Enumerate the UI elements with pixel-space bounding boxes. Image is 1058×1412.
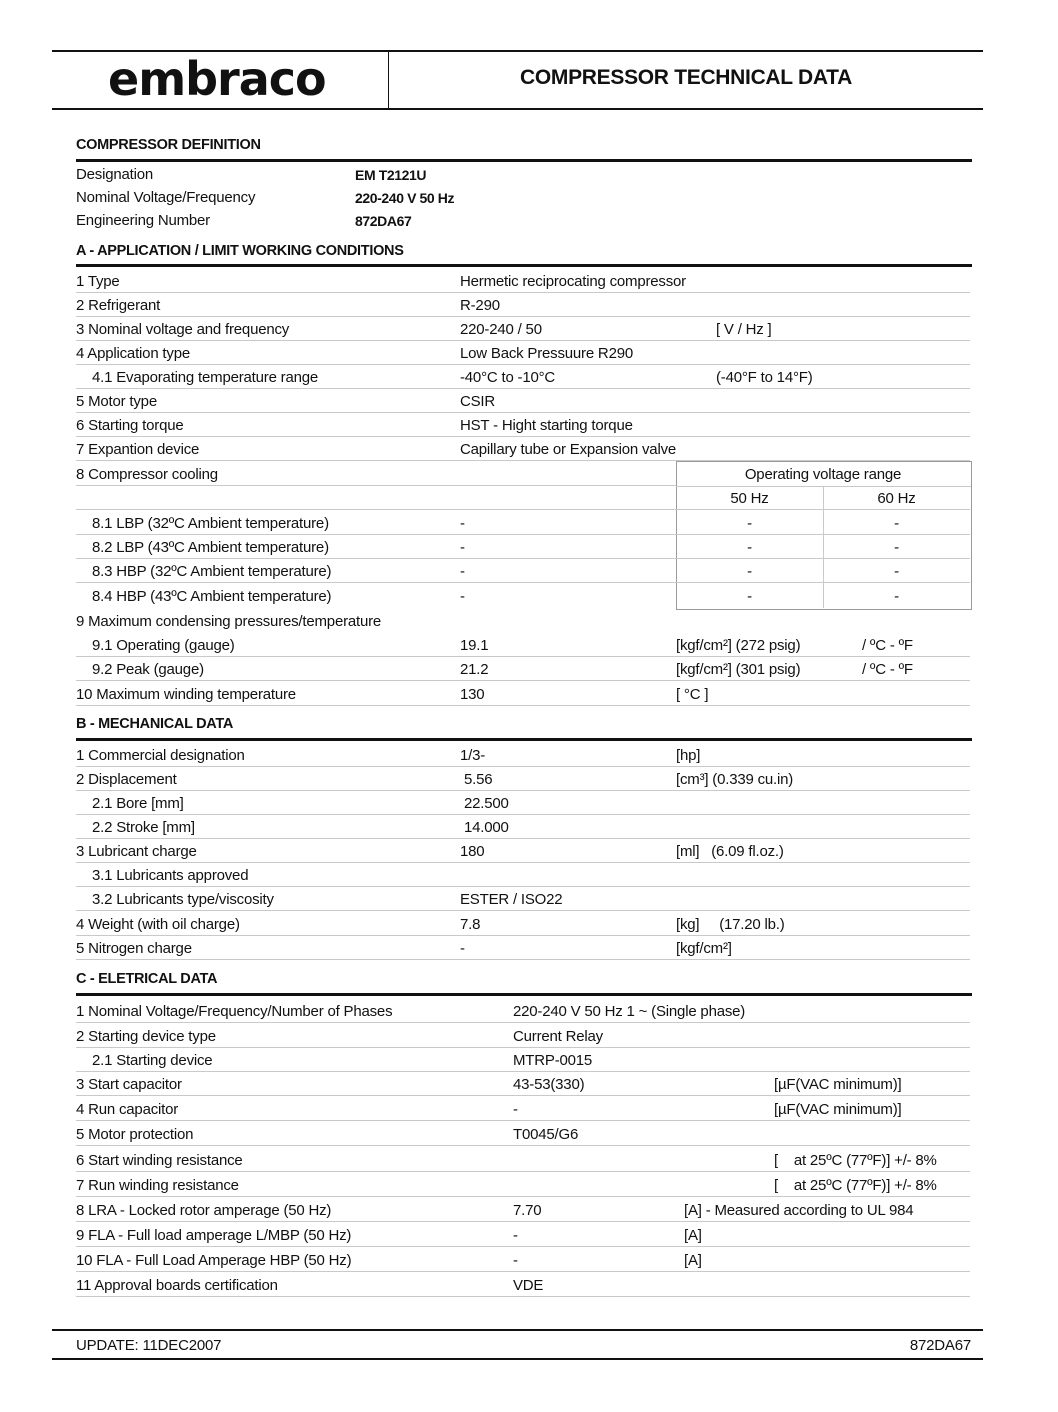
table-row: [76, 341, 970, 365]
row-unit: [ °C ]: [676, 686, 709, 703]
designation-label: Designation: [76, 166, 154, 183]
row-value: 220-240 V 50 Hz 1 ~ (Single phase): [513, 1003, 746, 1020]
row-label: 9 Maximum condensing pressures/temperature: [76, 613, 382, 630]
row-label: 4.1 Evaporating temperature range: [92, 369, 319, 386]
row-value: CSIR: [460, 393, 496, 410]
document-title: COMPRESSOR TECHNICAL DATA: [519, 66, 852, 89]
voltage-frequency-label: Nominal Voltage/Frequency: [76, 189, 256, 206]
row-temp: / ºC - ºF: [862, 661, 913, 678]
definition-rule: [76, 159, 972, 162]
table-row: [76, 365, 970, 389]
row-label: 1 Commercial designation: [76, 747, 245, 764]
row-value: 21.2: [460, 661, 489, 678]
row-label: 8.4 HBP (43ºC Ambient temperature): [92, 588, 332, 605]
table-row: [76, 511, 970, 535]
table-row: [76, 1223, 970, 1247]
row-label: 4 Run capacitor: [76, 1101, 179, 1118]
row-value: Low Back Pressuure R290: [460, 345, 633, 362]
designation-value: EM T2121U: [355, 167, 427, 183]
row-value: R-290: [460, 297, 500, 314]
row-60hz: -: [894, 588, 899, 605]
row-label: 1 Nominal Voltage/Frequency/Number of Phases: [76, 1003, 393, 1020]
row-label: 10 Maximum winding temperature: [76, 686, 296, 703]
row-unit: [A]: [684, 1252, 702, 1269]
table-row-hz-headers: [76, 486, 970, 510]
row-value: 5.56: [464, 771, 493, 788]
row-50hz: -: [747, 515, 752, 532]
table-row: [76, 1072, 970, 1096]
row-label: 2.2 Stroke [mm]: [92, 819, 195, 836]
row-60hz: -: [894, 515, 899, 532]
row-label: 9.1 Operating (gauge): [92, 637, 235, 654]
table-row: [76, 584, 970, 608]
row-value: Hermetic reciprocating compressor: [460, 273, 686, 290]
row-label: 8.1 LBP (32ºC Ambient temperature): [92, 515, 329, 532]
row-label: 3 Lubricant charge: [76, 843, 197, 860]
section-a-heading: A - APPLICATION / LIMIT WORKING CONDITIONS: [76, 243, 404, 259]
row-50hz: -: [747, 563, 752, 580]
row-unit: [kgf/cm²]: [676, 940, 732, 957]
row-label: 1 Type: [76, 273, 120, 290]
footer-bottom-rule: [52, 1358, 983, 1360]
row-label: 8 LRA - Locked rotor amperage (50 Hz): [76, 1202, 332, 1219]
table-row: [76, 1248, 970, 1272]
table-row: [76, 1148, 970, 1172]
row-value: 130: [460, 686, 485, 703]
row-value: 7.8: [460, 916, 481, 933]
row-label: 11 Approval boards certification: [76, 1277, 278, 1294]
row-value: -: [460, 940, 465, 957]
row-unit: [ at 25ºC (77ºF)] +/- 8%: [774, 1152, 937, 1169]
row-value: VDE: [513, 1277, 544, 1294]
table-row: [76, 633, 970, 657]
table-row-cooling: [76, 462, 970, 486]
row-label: 5 Nitrogen charge: [76, 940, 192, 957]
row-unit: [ V / Hz ]: [716, 321, 772, 338]
row-value: -: [513, 1101, 518, 1118]
row-60hz: -: [894, 539, 899, 556]
row-label: 2 Displacement: [76, 771, 177, 788]
row-value: 180: [460, 843, 485, 860]
table-row: [76, 559, 970, 583]
row-label: 2 Refrigerant: [76, 297, 161, 314]
table-row: [76, 1173, 970, 1197]
row-label: 5 Motor type: [76, 393, 157, 410]
col-60hz-header: 60 Hz: [877, 490, 916, 507]
row-value: 22.500: [464, 795, 509, 812]
row-label: 9.2 Peak (gauge): [92, 661, 204, 678]
section-b-rule: [76, 738, 972, 741]
table-row: [76, 1024, 970, 1048]
table-row: [76, 863, 970, 887]
row-label: 8 Compressor cooling: [76, 466, 218, 483]
voltage-frequency-value: 220-240 V 50 Hz: [355, 190, 455, 206]
row-value: MTRP-0015: [513, 1052, 593, 1069]
row-unit: [kgf/cm²] (301 psig): [676, 661, 801, 678]
row-label: 3 Nominal voltage and frequency: [76, 321, 290, 338]
row-label: 8.3 HBP (32ºC Ambient temperature): [92, 563, 332, 580]
row-unit: [ at 25ºC (77ºF)] +/- 8%: [774, 1177, 937, 1194]
table-row: [76, 936, 970, 960]
table-row: [76, 1122, 970, 1146]
row-value: -40°C to -10°C: [460, 369, 556, 386]
row-value: T0045/G6: [513, 1126, 579, 1143]
row-label: 2 Starting device type: [76, 1028, 216, 1045]
embraco-logo: embraco: [108, 52, 326, 106]
row-label: 5 Motor protection: [76, 1126, 194, 1143]
row-unit: [hp]: [676, 747, 701, 764]
row-50hz: -: [747, 588, 752, 605]
col-50hz-header: 50 Hz: [730, 490, 769, 507]
row-unit: [cm³] (0.339 cu.in): [676, 771, 794, 788]
row-value: Current Relay: [513, 1028, 603, 1045]
engineering-number-value: 872DA67: [355, 213, 412, 229]
footer-top-rule: [52, 1329, 983, 1331]
table-row: [76, 815, 970, 839]
row-value: -: [513, 1227, 518, 1244]
row-value: 1/3-: [460, 747, 486, 764]
row-label: 4 Weight (with oil charge): [76, 916, 240, 933]
engineering-number-label: Engineering Number: [76, 212, 210, 229]
table-row: [76, 912, 970, 936]
section-a-rule: [76, 264, 972, 267]
table-row: [76, 269, 970, 293]
row-value: 19.1: [460, 637, 489, 654]
section-c-rule: [76, 993, 972, 996]
row-label: 10 FLA - Full Load Amperage HBP (50 Hz): [76, 1252, 352, 1269]
row-unit: [A] - Measured according to UL 984: [684, 1202, 914, 1219]
table-row: [76, 999, 970, 1023]
definition-heading: COMPRESSOR DEFINITION: [76, 137, 261, 153]
table-row: [76, 317, 970, 341]
table-row: [76, 682, 970, 706]
operating-voltage-range-header: Operating voltage range: [744, 466, 902, 483]
row-temp: / ºC - ºF: [862, 637, 913, 654]
header-bottom-rule: [52, 108, 983, 110]
row-value: 14.000: [464, 819, 509, 836]
row-label: 6 Starting torque: [76, 417, 184, 434]
row-value: HST - Hight starting torque: [460, 417, 633, 434]
row-value: -: [460, 588, 465, 605]
row-unit: [A]: [684, 1227, 702, 1244]
row-value: -: [460, 539, 465, 556]
row-unit: [kgf/cm²] (272 psig): [676, 637, 801, 654]
row-60hz: -: [894, 563, 899, 580]
row-value: ESTER / ISO22: [460, 891, 563, 908]
table-row: [76, 1273, 970, 1297]
row-value: -: [513, 1252, 518, 1269]
row-unit: [kg] (17.20 lb.): [676, 916, 785, 933]
row-label: 6 Start winding resistance: [76, 1152, 243, 1169]
row-unit: (-40°F to 14°F): [716, 369, 813, 386]
table-row: [76, 389, 970, 413]
row-50hz: -: [747, 539, 752, 556]
table-row: [76, 1097, 970, 1121]
row-value: 43-53(330): [513, 1076, 585, 1093]
table-row: [76, 609, 970, 633]
section-b-heading: B - MECHANICAL DATA: [76, 716, 234, 732]
row-value: 220-240 / 50: [460, 321, 542, 338]
row-label: 7 Expantion device: [76, 441, 200, 458]
row-value: Capillary tube or Expansion valve: [460, 441, 677, 458]
row-value: -: [460, 563, 465, 580]
table-row: [76, 413, 970, 437]
row-label: 3.2 Lubricants type/viscosity: [92, 891, 274, 908]
table-row: [76, 535, 970, 559]
table-row: [76, 1048, 970, 1072]
row-unit: [µF(VAC minimum)]: [774, 1076, 902, 1093]
table-row: [76, 657, 970, 681]
row-label: 9 FLA - Full load amperage L/MBP (50 Hz): [76, 1227, 352, 1244]
table-row: [76, 839, 970, 863]
section-c-heading: C - ELETRICAL DATA: [76, 971, 218, 987]
footer-engineering-number: 872DA67: [909, 1337, 971, 1354]
row-unit: [µF(VAC minimum)]: [774, 1101, 902, 1118]
row-label: 2.1 Bore [mm]: [92, 795, 184, 812]
table-row: [76, 887, 970, 911]
update-date: UPDATE: 11DEC2007: [76, 1337, 222, 1354]
row-label: 4 Application type: [76, 345, 190, 362]
table-row: [76, 1198, 970, 1222]
row-label: 8.2 LBP (43ºC Ambient temperature): [92, 539, 329, 556]
table-row: [76, 743, 970, 767]
row-label: 7 Run winding resistance: [76, 1177, 239, 1194]
row-label: 2.1 Starting device: [92, 1052, 213, 1069]
row-value: -: [460, 515, 465, 532]
row-label: 3 Start capacitor: [76, 1076, 182, 1093]
row-value: 7.70: [513, 1202, 542, 1219]
table-row: [76, 767, 970, 791]
row-unit: [ml] (6.09 fl.oz.): [676, 843, 784, 860]
row-label: 3.1 Lubricants approved: [92, 867, 249, 884]
table-row: [76, 437, 970, 461]
table-row: [76, 791, 970, 815]
table-row: [76, 293, 970, 317]
